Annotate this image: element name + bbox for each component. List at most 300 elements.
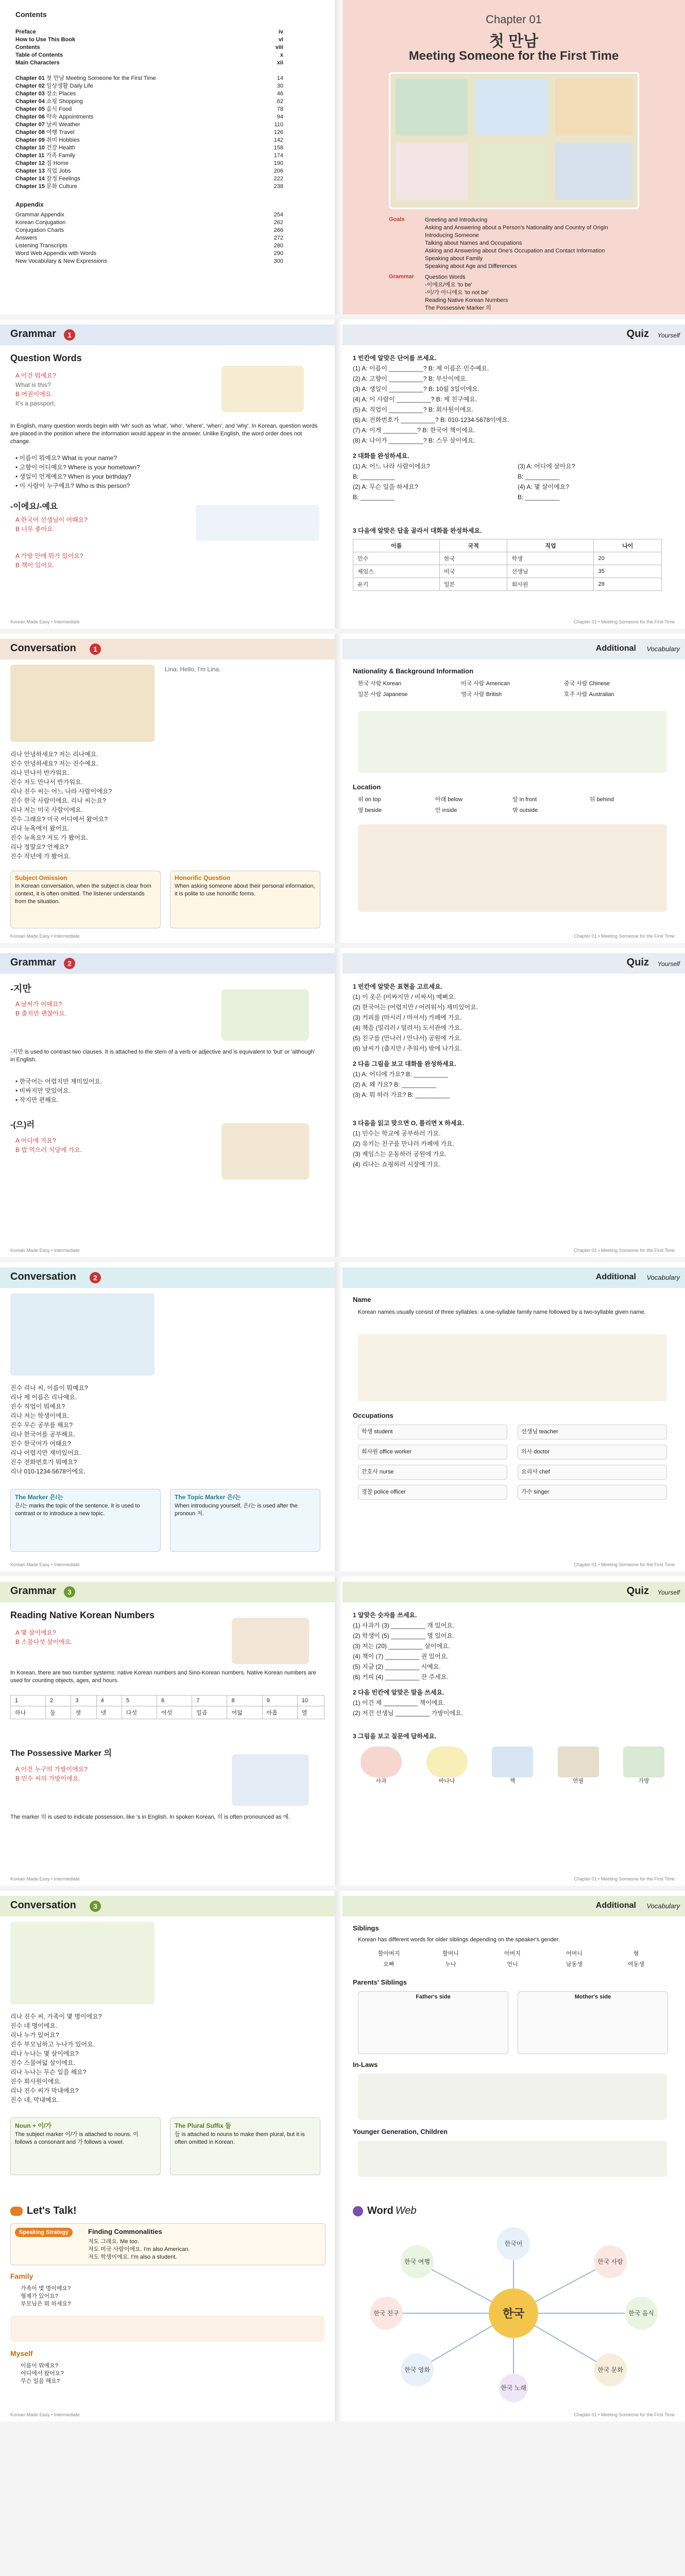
- chapter-item[interactable]: Chapter 06 약속 Appointments 94: [15, 114, 283, 120]
- example-question: A 어디에 가요?: [15, 1137, 56, 1144]
- vocab1-sec1-list: [358, 680, 667, 699]
- page-footer: Chapter 01 • Meeting Someone for the First Time: [574, 2412, 675, 2417]
- chapter-item[interactable]: Chapter 01 첫 만남 Meeting Someone for the First Time 14: [15, 75, 283, 81]
- illustration-panel: [475, 79, 547, 135]
- quiz2-section3: [353, 1118, 672, 1170]
- grammar-label: Grammar: [389, 274, 414, 280]
- grammar1-note-box: [196, 505, 319, 541]
- quiz1-section1: [353, 353, 672, 446]
- grammar2-page: [0, 948, 335, 1257]
- tip-body: When introducing yourself, 은/는 is used after the pronoun 저.: [175, 1503, 298, 1517]
- word-web-node: 한국 친구: [373, 2310, 399, 2317]
- page-footer: Korean Made Easy • Intermediate: [10, 619, 80, 624]
- vocab1-sec2-list: [358, 796, 667, 815]
- appendix-list: [15, 211, 283, 265]
- quiz-bar-label: Quiz: [626, 1585, 649, 1597]
- quiz-item[interactable]: (1) 이 옷은 (비싸지만 / 비싸서) 예뻐요.: [353, 993, 456, 1001]
- quiz-item[interactable]: (6) A: 전화번호가 __________? B: 010-1234-5678이에요.: [353, 416, 510, 423]
- occupation-item: 회사원 office worker: [358, 1445, 507, 1460]
- quiz-item[interactable]: (5) 친구를 (만나러 / 만나서) 공원에 가요.: [353, 1035, 462, 1042]
- dialogue-line: 리나 누나는 무슨 일을 해요?: [10, 2069, 87, 2076]
- dialogue-line: 진수 리나 씨, 이름이 뭐예요?: [10, 1384, 88, 1392]
- tip-body: The subject marker 이/가 is attached to nouns. 이 follows a consonant and 가 follows a vowel.: [15, 2131, 139, 2145]
- kin-item: 오빠: [383, 1961, 395, 1968]
- name-card-illustration: [358, 1334, 667, 1401]
- quiz-item[interactable]: (3) A: 생일이 __________? B: 10월 3일이에요.: [353, 385, 480, 393]
- talk-question: 부모님은 뭐 하세요?: [21, 2301, 71, 2307]
- quiz-bar: [342, 325, 685, 345]
- illustration-panel: [475, 143, 547, 200]
- chapter-list: [15, 75, 283, 191]
- quiz-item[interactable]: (3) 저는 (20) __________ 살이에요.: [353, 1642, 450, 1650]
- dialogue-line: 진수 작년에 가 봤어요.: [10, 853, 71, 860]
- vocab-bar-suffix: Vocabulary: [646, 645, 680, 653]
- quiz-item[interactable]: (2) 유키는 친구를 만나러 카페에 가요.: [353, 1140, 454, 1147]
- occupation-item: 학생 student: [358, 1425, 507, 1439]
- conversation-bar: [0, 1267, 335, 1288]
- quiz-question-title: 1 빈칸에 알맞은 표현을 고르세요.: [353, 983, 443, 990]
- illustration-panel: [396, 79, 468, 135]
- goal-item: Talking about Names and Occupations: [425, 240, 522, 246]
- front-item[interactable]: Preface iv: [15, 29, 283, 35]
- strategy-title: Finding Commonalities: [88, 2228, 162, 2235]
- tip-box: [10, 871, 161, 928]
- conv1-page: [0, 634, 335, 943]
- quiz-item[interactable]: (3) A: 뭐 하러 가요? B: __________: [353, 1091, 450, 1098]
- front-item[interactable]: Contents viii: [15, 44, 283, 50]
- tip-title: The Topic Marker 은/는: [175, 1494, 241, 1501]
- chapter-cover-page: [342, 0, 685, 314]
- vocab-bar-suffix: Vocabulary: [646, 1902, 680, 1910]
- gutter: [335, 634, 342, 943]
- example-answer: B 밥 먹으러 식당에 가요.: [15, 1146, 82, 1154]
- dialogue-line: 진수 회사원이에요.: [10, 2078, 62, 2085]
- page-footer: Korean Made Easy • Intermediate: [10, 1876, 80, 1882]
- conv1-english: Lina: Hello, I'm Lina.: [165, 666, 221, 673]
- word-web-heading: Word: [367, 2205, 393, 2216]
- quiz-bar-label: Quiz: [626, 957, 649, 968]
- quiz3-section3: [353, 1731, 672, 1785]
- talk-question: 어디에서 왔어요?: [21, 2370, 64, 2377]
- grammar3-body2: The marker 의 is used to indicate possession, like 's in English. In spoken Korean, 의 is often pronounced as 에.: [10, 1814, 290, 1820]
- vocab2-sec1-title: Name: [353, 1296, 371, 1303]
- quiz-item[interactable]: (4) A: 이 사람이 __________? B: 제 친구예요.: [353, 396, 477, 403]
- illustration-panel: [555, 143, 632, 200]
- quiz-item[interactable]: (4) 리나는 쇼핑하러 시장에 가요.: [353, 1161, 441, 1168]
- front-item[interactable]: Main Characters xii: [15, 60, 283, 66]
- kin-list: [358, 1950, 667, 1969]
- dialogue-line: 진수 뉴욕요? 저도 가 봤어요.: [10, 834, 88, 841]
- quiz-item[interactable]: (4) 책이 (7) __________ 권 있어요.: [353, 1653, 449, 1660]
- example-line: • 이름이 뭐예요? What is your name?: [15, 454, 117, 462]
- myself-questions: [21, 2362, 319, 2385]
- kin-item: 누나: [445, 1961, 456, 1968]
- quiz-item[interactable]: (6) 커피 (4) __________ 잔 주세요.: [353, 1673, 449, 1681]
- word-web-icon: [353, 2206, 363, 2216]
- picture-item: 책: [484, 1747, 541, 1785]
- dialogue-line: 리나 누나는 몇 살이에요?: [10, 2050, 79, 2057]
- grammar-num-badge: 2: [64, 958, 75, 969]
- word-web-diagram: [353, 2223, 675, 2403]
- tip-body: 들 is attached to nouns to make them plural, but it is often omitted in Korean.: [175, 2131, 305, 2145]
- word-web-center-label: 한국: [502, 2307, 525, 2320]
- chapter-item[interactable]: Chapter 11 가족 Family 174: [15, 152, 283, 159]
- dialogue-line: 진수 네, 막내예요.: [10, 2096, 59, 2104]
- contents-page: [0, 0, 335, 314]
- quiz-item[interactable]: B: __________: [518, 494, 560, 501]
- grammar1-illustration: [221, 366, 304, 412]
- vocab2-page: [342, 1262, 685, 1571]
- example-answer: B 여권이에요.: [15, 391, 53, 398]
- page-footer: Chapter 01 • Meeting Someone for the First Time: [574, 1562, 675, 1567]
- goals-box: [389, 216, 636, 312]
- talk-question: 이름이 뭐예요?: [21, 2363, 58, 2369]
- vocab-item: 한국 사람 Korean: [358, 681, 402, 687]
- quiz-item[interactable]: (4) 책을 (빌리러 / 빌려서) 도서관에 가요.: [353, 1024, 462, 1031]
- dialogue-line: 진수 한국어가 어때요?: [10, 1440, 71, 1447]
- grammar-bar: [0, 1582, 335, 1602]
- chapter-item[interactable]: Chapter 10 건강 Health 158: [15, 145, 283, 151]
- strategy-item: 저도 그래요. Me too.: [88, 2239, 139, 2245]
- quiz-item[interactable]: (5) 지금 (2) __________ 시예요.: [353, 1663, 441, 1670]
- grammar-num-badge: 3: [64, 1586, 75, 1598]
- vocab3-page: [342, 1891, 685, 2421]
- quiz-item[interactable]: (3) 제임스는 운동하러 공원에 가요.: [353, 1150, 447, 1158]
- grammar-item: The Possessive Marker 의: [425, 305, 491, 311]
- quiz2-section1: [353, 981, 672, 1054]
- family-questions: [21, 2285, 319, 2308]
- dialogue-line: 리나 뉴욕에서 왔어요.: [10, 825, 70, 832]
- quiz-item[interactable]: (5) A: 직업이 __________? B: 회사원이에요.: [353, 406, 474, 413]
- vocab-item: 앞 in front: [512, 796, 537, 803]
- goal-item: Speaking about Family: [425, 256, 483, 262]
- quiz-item[interactable]: (4) A: 몇 살이에요?: [518, 483, 569, 490]
- quiz-item[interactable]: (3) A: 어디에 살아요?: [518, 463, 575, 470]
- grammar-bar: [0, 325, 335, 345]
- grammar1-heading: Question Words: [10, 353, 82, 363]
- conv1-illustration: [10, 665, 155, 742]
- grammar2-illustration-2: [221, 1123, 309, 1180]
- front-matter-list: [15, 28, 283, 67]
- example-answer: B 스물다섯 살이에요.: [15, 1638, 73, 1646]
- vocab-item: 안 inside: [435, 807, 457, 814]
- quiz-item[interactable]: (1) A: 어느 나라 사람이에요?: [353, 463, 430, 470]
- grammar2-example2: [15, 1136, 82, 1155]
- vocab-bar: [342, 639, 685, 659]
- example-question: A 날씨가 어때요?: [15, 1001, 62, 1008]
- grammar-bar-label: Grammar: [10, 957, 56, 968]
- occupation-item: 경찰 police officer: [358, 1485, 507, 1500]
- chapter-item[interactable]: Chapter 15 문화 Culture 238: [15, 183, 283, 190]
- quiz-question-title: 2 다음 그림을 보고 대화를 완성하세요.: [353, 1060, 456, 1067]
- example-line: • 생일이 언제예요? When is your birthday?: [15, 473, 131, 480]
- word-web-node: 한국어: [504, 2240, 523, 2247]
- picture-item: 바나나: [419, 1747, 475, 1785]
- illustration-panel: [396, 143, 468, 200]
- page-footer: Chapter 01 • Meeting Someone for the First Time: [574, 1876, 675, 1882]
- grammar3-example2: [15, 1765, 88, 1783]
- strategy-item: 저도 학생이에요. I'm also a student.: [88, 2254, 177, 2260]
- chapter-item[interactable]: Chapter 04 쇼핑 Shopping 62: [15, 98, 283, 105]
- dialogue-line: 리나 제 이름은 리나예요.: [10, 1394, 77, 1401]
- quiz-bar: [342, 1582, 685, 1602]
- dialogue-line: 리나 어렵지만 재미있어요.: [10, 1449, 81, 1456]
- appendix-heading: Appendix: [15, 201, 44, 208]
- vocab2-sec1-body: Korean names usually consist of three syllables: a one-syllable family name followed by a two-syllable given name.: [358, 1309, 646, 1315]
- appendix-item[interactable]: New Vocabulary & New Expressions 300: [15, 258, 283, 264]
- grammar-bar-label: Grammar: [10, 1585, 56, 1597]
- quiz2-page: [342, 948, 685, 1257]
- word-web-node: 한국 사람: [597, 2258, 623, 2265]
- example-question: A 한국어 선생님이 어때요?: [15, 516, 88, 523]
- page-footer: Chapter 01 • Meeting Someone for the First Time: [574, 1248, 675, 1253]
- word-web-section: [342, 2205, 685, 2411]
- front-item[interactable]: Table of Contents x: [15, 52, 283, 58]
- gutter: [335, 1577, 342, 1886]
- quiz-item[interactable]: (1) 이건 제 __________ 책이에요.: [353, 1699, 446, 1706]
- quiz-item[interactable]: (2) 학생이 (5) __________ 명 있어요.: [353, 1632, 455, 1639]
- quiz-table: [353, 539, 662, 591]
- conversation-num-badge: 3: [90, 1901, 101, 1912]
- grammar1-example3: [15, 551, 83, 570]
- example-line: • 비싸지만 맛있어요.: [15, 1087, 71, 1094]
- tip-body: In Korean conversation, when the subject is clear from context, it is often omitted. The listener understands from the situation.: [15, 883, 151, 905]
- tip-box: [170, 1489, 320, 1552]
- table-header: 직업: [507, 539, 594, 552]
- goals-label: Goals: [389, 216, 405, 223]
- vocab-bar-label: Additional: [595, 1273, 636, 1281]
- appendix-item[interactable]: Conjugation Charts 266: [15, 227, 283, 233]
- quiz-item[interactable]: B: __________: [518, 473, 560, 480]
- table-header: 이름: [353, 539, 440, 552]
- quiz-item[interactable]: B: __________: [353, 473, 395, 480]
- dialogue-line: 진수 네 명이에요.: [10, 2022, 58, 2029]
- conv2-illustration: [10, 1293, 155, 1376]
- grammar2-examples: [15, 1077, 324, 1105]
- vocab-bar: [342, 1896, 685, 1917]
- dialogue-line: 진수 전화번호가 뭐예요?: [10, 1459, 77, 1466]
- quiz-item[interactable]: (2) 한국어는 (어렵지만 / 어려워서) 재미있어요.: [353, 1004, 478, 1011]
- occupation-item: 간호사 nurse: [358, 1465, 507, 1480]
- quiz-item[interactable]: (1) 사과가 (3) __________ 개 있어요.: [353, 1622, 455, 1629]
- dialogue-line: 리나 진수 씨가 막내예요?: [10, 2087, 79, 2094]
- goal-item: Asking and Answering about One's Occupation and Contact Information: [425, 248, 605, 254]
- chapter-item[interactable]: Chapter 12 집 Home 190: [15, 160, 283, 166]
- family-illustration: [10, 2316, 324, 2342]
- word-web-heading-suffix: Web: [395, 2205, 417, 2216]
- chapter-item[interactable]: Chapter 05 음식 Food 78: [15, 106, 283, 112]
- grammar3-heading: Reading Native Korean Numbers: [10, 1610, 155, 1620]
- spread-conv3: [0, 1891, 685, 2421]
- table-row: 민수 한국 학생 20: [353, 552, 662, 565]
- conversation-bar: [0, 1896, 335, 1917]
- conv3-dialogue: [10, 2012, 319, 2105]
- vocab-item: 중국 사람 Chinese: [564, 681, 610, 687]
- vocab1-page: [342, 634, 685, 943]
- vocab-item: 아래 below: [435, 796, 463, 803]
- goal-item: Introducing Someone: [425, 232, 479, 239]
- conversation-bar-label: Conversation: [10, 1271, 76, 1282]
- tip-body: When asking someone about their personal information, it is polite to use honorific forms.: [175, 883, 315, 897]
- page-footer: Chapter 01 • Meeting Someone for the First Time: [574, 619, 675, 624]
- quiz-bar-suffix: Yourself: [657, 1589, 680, 1596]
- chapter-item[interactable]: Chapter 14 감정 Feelings 222: [15, 176, 283, 182]
- quiz-question-title: 3 그림을 보고 질문에 답하세요.: [353, 1733, 437, 1740]
- dialogue-line: 리나 진수 씨는 어느 나라 사람이에요?: [10, 788, 112, 795]
- front-item[interactable]: How to Use This Book vi: [15, 37, 283, 43]
- kin-item: 언니: [507, 1961, 518, 1968]
- dialogue-line: 진수 그래요? 미국 어디에서 왔어요?: [10, 816, 108, 823]
- conversation-bar-label: Conversation: [10, 642, 76, 654]
- grammar2-body: -지만 is used to contrast two clauses. It is attached to the stem of a verb or adjective and is equivalent to 'but' or 'although' in English.: [10, 1049, 315, 1063]
- grammar-item: Reading Native Korean Numbers: [425, 297, 508, 303]
- dialogue-line: 진수 안녕하세요? 저는 진수예요.: [10, 760, 98, 767]
- father-side-box: [358, 1991, 508, 2054]
- page-footer: Korean Made Easy • Intermediate: [10, 1248, 80, 1253]
- grammar2-heading: -지만: [10, 984, 31, 994]
- grammar1-body: In English, many question words begin with 'wh' such as 'what', 'who', 'where', 'when', and 'why'. In Korean, question words are placed in the position where the information would appear in the answer. Unlike English, the word order does not change.: [10, 423, 318, 445]
- vocab-item: 밖 outside: [512, 807, 538, 814]
- vocab-item: 미국 사람 American: [461, 681, 510, 687]
- quiz-bar-label: Quiz: [626, 328, 649, 340]
- dialogue-line: 진수 저도 만나서 반가워요.: [10, 778, 83, 786]
- grammar3-page: [0, 1577, 335, 1886]
- example-translation: It's a passport.: [15, 400, 56, 407]
- tip-title: Subject Omission: [15, 874, 67, 882]
- vocab1-sec1-title: Nationality & Background Information: [353, 667, 474, 675]
- tip-box: [170, 871, 320, 928]
- chapter-item[interactable]: Chapter 02 일상생활 Daily Life 30: [15, 83, 283, 89]
- vocab-bar-suffix: Vocabulary: [646, 1274, 680, 1281]
- children-illustration: [358, 2141, 667, 2177]
- talk-question: 가족이 몇 명이에요?: [21, 2285, 71, 2292]
- chapter-item[interactable]: Chapter 09 취미 Hobbies 142: [15, 137, 283, 143]
- quiz-item[interactable]: (3) 커피를 (마시러 / 마셔서) 카페에 가요.: [353, 1014, 462, 1021]
- chapter-title-en: Meeting Someone for the First Time: [408, 49, 619, 63]
- quiz-item[interactable]: (8) A: 나이가 __________? B: 스무 살이에요.: [353, 437, 475, 444]
- number-table: 1 2 3 4 5 6 7 8 9 10 하나 둘 셋 넷 다섯 여섯 일곱 여덟 아홉 열: [10, 1695, 324, 1719]
- quiz-question-title: 2 다음 빈칸에 알맞은 말을 쓰세요.: [353, 1689, 444, 1696]
- spread-grammar3: [0, 1577, 685, 1886]
- quiz2-section2: [353, 1059, 672, 1100]
- quiz-item[interactable]: (2) A: 고향이 __________? B: 부산이에요.: [353, 375, 468, 382]
- page-footer: Chapter 01 • Meeting Someone for the First Time: [574, 934, 675, 939]
- grammar1-subheading: -이에요/-예요: [10, 502, 58, 511]
- vocab-item: 뒤 behind: [590, 796, 614, 803]
- spread-grammar1: [0, 319, 685, 629]
- conv2-dialogue: [10, 1383, 319, 1476]
- quiz-item[interactable]: (6) 날씨가 (춥지만 / 추워서) 밖에 나가요.: [353, 1045, 462, 1052]
- word-web-node: 한국 음식: [628, 2310, 654, 2317]
- gutter: [335, 1262, 342, 1571]
- quiz-item[interactable]: (1) 민수는 학교에 공부하러 가요.: [353, 1130, 441, 1137]
- vocab-item: 일본 사람 Japanese: [358, 691, 408, 698]
- talk-question: 형제가 있어요?: [21, 2293, 58, 2299]
- quiz3-section1: [353, 1610, 672, 1682]
- example-answer: B 책이 있어요.: [15, 562, 55, 569]
- father-side-label: Father's side: [416, 1994, 451, 2000]
- appendix-item[interactable]: Word Web Appendix with Words 290: [15, 250, 283, 257]
- appendix-item[interactable]: Listening Transcripts 280: [15, 243, 283, 249]
- dialogue-line: 리나 진수 씨, 가족이 몇 명이에요?: [10, 2013, 102, 2020]
- strategy-item: 저도 미국 사람이에요. I'm also American.: [88, 2246, 190, 2252]
- conv3-page: [0, 1891, 335, 2421]
- tip-title: Honorific Question: [175, 874, 230, 882]
- kin-item: 여동생: [628, 1961, 644, 1968]
- quiz-item[interactable]: (2) A: 왜 가요? B: __________: [353, 1081, 436, 1088]
- vocab-bar-label: Additional: [595, 644, 636, 653]
- quiz-question-title: 3 다음을 읽고 맞으면 O, 틀리면 X 하세요.: [353, 1120, 465, 1127]
- dialogue-line: 리나 안녕하세요? 저는 리나예요.: [10, 751, 98, 758]
- vocab1-sec2-title: Location: [353, 783, 381, 791]
- tip-box: [10, 1489, 161, 1552]
- quiz-item[interactable]: (1) A: 이름이 __________? B: 제 이름은 민수예요.: [353, 365, 489, 372]
- conversation-bar: [0, 639, 335, 659]
- quiz-item[interactable]: B: __________: [353, 494, 395, 501]
- table-row: 제임스 미국 선생님 35: [353, 565, 662, 578]
- quiz-item[interactable]: (2) A: 무슨 일을 하세요?: [353, 483, 418, 490]
- kin-item: 할머니: [442, 1951, 459, 1957]
- example-question: A 몇 살이에요?: [15, 1629, 56, 1636]
- occupation-list: [358, 1425, 667, 1500]
- example-line: • 이 사람이 누구예요? Who is this person?: [15, 482, 130, 489]
- vocab3-sec4-title: Younger Generation, Children: [353, 2128, 448, 2136]
- word-web-node: 한국 여행: [404, 2258, 430, 2265]
- lets-talk-heading: Let's Talk!: [27, 2205, 77, 2216]
- quiz-item[interactable]: (7) A: 이게 __________? B: 한국어 책이에요.: [353, 427, 475, 434]
- appendix-item[interactable]: Korean Conjugation 262: [15, 219, 283, 226]
- grammar2-subheading: -(으)러: [10, 1121, 35, 1129]
- tip-title: Noun + 이/가: [15, 2122, 52, 2129]
- gutter: [335, 319, 342, 629]
- grammar-num-badge: 1: [64, 329, 75, 341]
- chapter-item[interactable]: Chapter 13 직업 Jobs 206: [15, 168, 283, 174]
- appendix-item[interactable]: Answers 272: [15, 235, 283, 241]
- conv3-illustration: [10, 1922, 155, 2004]
- picture-item: 가방: [615, 1747, 672, 1785]
- quiz-question-title: 1 빈칸에 알맞은 단어를 쓰세요.: [353, 354, 437, 362]
- grammar3-example: [15, 1628, 73, 1647]
- grammar-bar: [0, 953, 335, 974]
- dialogue-line: 리나 만나서 반가워요.: [10, 769, 70, 776]
- conversation-bar-label: Conversation: [10, 1900, 76, 1911]
- quiz-item[interactable]: (1) A: 어디에 가요? B: __________: [353, 1071, 448, 1078]
- example-answer: B 민수 씨의 가방이에요.: [15, 1775, 80, 1782]
- grammar3-subheading: The Possessive Marker 의: [10, 1749, 112, 1758]
- grammar3-illustration: [232, 1618, 309, 1664]
- quiz-item[interactable]: (2) 저건 선생님 __________ 가방이에요.: [353, 1709, 463, 1717]
- goal-item: Asking and Answering about a Person's Nationality and Country of Origin: [425, 225, 608, 231]
- chapter-item[interactable]: Chapter 07 날씨 Weather 110: [15, 122, 283, 128]
- dialogue-line: 리나 누가 있어요?: [10, 2031, 59, 2039]
- vocab-item: 위 on top: [358, 796, 381, 803]
- dialogue-line: 진수 스물여덟 살이에요.: [10, 2059, 75, 2066]
- inlaws-illustration: [358, 2074, 667, 2120]
- example-question: A 이건 뭐예요?: [15, 372, 56, 379]
- chapter-item[interactable]: Chapter 08 여행 Travel 126: [15, 129, 283, 135]
- spread-conv2: [0, 1262, 685, 1571]
- table-header: 나이: [594, 539, 662, 552]
- appendix-item[interactable]: Grammar Appendix 254: [15, 212, 283, 218]
- chapter-item[interactable]: Chapter 03 장소 Places 46: [15, 91, 283, 97]
- quiz3-page: [342, 1577, 685, 1886]
- grammar3-illustration-2: [232, 1754, 309, 1806]
- illustration-panel: [555, 79, 632, 135]
- page-footer: Korean Made Easy • Intermediate: [10, 2412, 80, 2417]
- example-line: • 고향이 어디예요? Where is your hometown?: [15, 464, 140, 471]
- grammar3-body: In Korean, there are two number systems: native Korean numbers and Sino-Korean numbers. Native Korean numbers are used for counting objects, ages, and hours.: [10, 1670, 316, 1684]
- occupation-item: 의사 doctor: [518, 1445, 667, 1460]
